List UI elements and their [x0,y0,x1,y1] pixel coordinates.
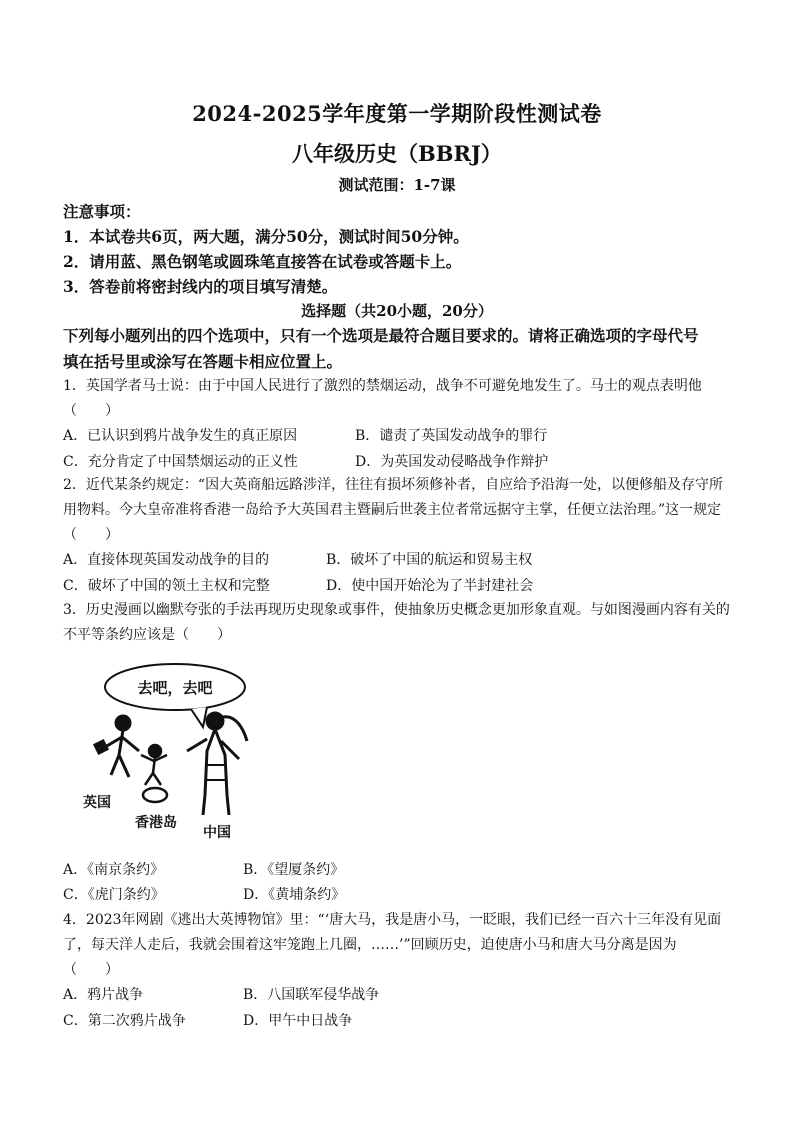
exam-title: 2024-2025学年度第一学期阶段性测试卷 [192,101,602,126]
test-scope: 测试范围：1-7课 [338,176,456,194]
question-3-text: 3．历史漫画以幽默夸张的手法再现历史现象或事件，使抽象历史概念更加形象直观。与如图漫画内容有关的 [63,602,730,618]
speech-text: 去吧，去吧 [137,679,213,697]
question-2-option-b[interactable]: B．破坏了中国的航运和贸易主权 [326,552,533,568]
chinese-figure [187,713,247,815]
question-1-option-c[interactable]: C．充分肯定了中国禁烟运动的正义性 [63,454,298,470]
question-3-option-b[interactable]: B．《望厦条约》 [243,862,345,878]
cartoon-drawing [75,655,265,845]
question-3-option-a[interactable]: A．《南京条约》 [63,862,165,878]
section-instruction: 填在括号里或涂写在答题卡相应位置上。 [63,352,343,371]
question-3-text: 不平等条约应该是（ ） [63,627,231,643]
notes-heading: 注意事项： [63,202,141,221]
question-2-option-a[interactable]: A．直接体现英国发动战争的目的 [63,552,270,568]
question-2-blank[interactable]: （ ） [63,527,119,543]
note-item: 1．本试卷共6页，两大题，满分50分，测试时间50分钟。 [63,227,469,246]
british-figure [95,716,139,777]
note-item: 2．请用蓝、黑色钢笔或圆珠笔直接答在试卷或答题卡上。 [63,252,462,271]
question-1-option-d[interactable]: D．为英国发动侵略战争作辩护 [355,454,549,470]
question-1-option-a[interactable]: A．已认识到鸦片战争发生的真正原因 [63,428,298,444]
label-hongkong: 香港岛 [135,815,177,831]
question-4-text: 了，每天洋人走后，我就会围着这牢笼跑上几圈，……’”回顾历史，迫使唐小马和唐大马分离是因为 [63,937,677,953]
question-4-option-b[interactable]: B．八国联军侵华战争 [243,987,380,1003]
question-4-text: 4．2023年网剧《逃出大英博物馆》里：“‘唐大马，我是唐小马，一眨眼，我们已经一百六十三年没有见面 [63,912,722,928]
question-4-option-a[interactable]: A．鸦片战争 [63,987,144,1003]
speech-bubble-tail [191,707,207,727]
section-instruction: 下列每小题列出的四个选项中，只有一个选项是最符合题目要求的。请将正确选项的字母代号 [63,326,699,345]
question-1-option-b[interactable]: B．谴责了英国发动战争的罪行 [355,428,548,444]
question-2-option-c[interactable]: C．破坏了中国的领土主权和完整 [63,578,270,594]
question-4-option-c[interactable]: C．第二次鸦片战争 [63,1013,186,1029]
question-3-option-d[interactable]: D．《黄埔条约》 [243,887,346,903]
label-china: 中国 [203,825,231,841]
question-4-option-d[interactable]: D．甲午中日战争 [243,1013,353,1029]
question-2-option-d[interactable]: D．使中国开始沦为了半封建社会 [326,578,534,594]
question-2-text: 2．近代某条约规定：“因大英商船远路涉洋，往往有损坏须修补者，自应给予沿海一处，以便修船及存守所 [63,477,724,493]
note-item: 3．答卷前将密封线内的项目填写清楚。 [63,277,338,296]
section-title: 选择题（共20小题，20分） [301,302,493,320]
question-1-text: 1．英国学者马士说：由于中国人民进行了激烈的禁烟运动，战争不可避免地发生了。马士的观点表明他 [63,378,702,394]
question-4-blank[interactable]: （ ） [63,962,119,978]
history-cartoon [75,655,265,845]
question-3-option-c[interactable]: C．《虎门条约》 [63,887,165,903]
label-britain: 英国 [83,795,111,811]
hongkong-figure [141,745,167,802]
question-1-blank[interactable]: （ ） [63,403,119,419]
exam-subtitle: 八年级历史（BBRJ） [292,141,502,166]
question-2-text: 用物料。今大皇帝准将香港一岛给予大英国君主暨嗣后世袭主位者常远据守主掌，任便立法治理。”这一规定 [63,502,722,518]
